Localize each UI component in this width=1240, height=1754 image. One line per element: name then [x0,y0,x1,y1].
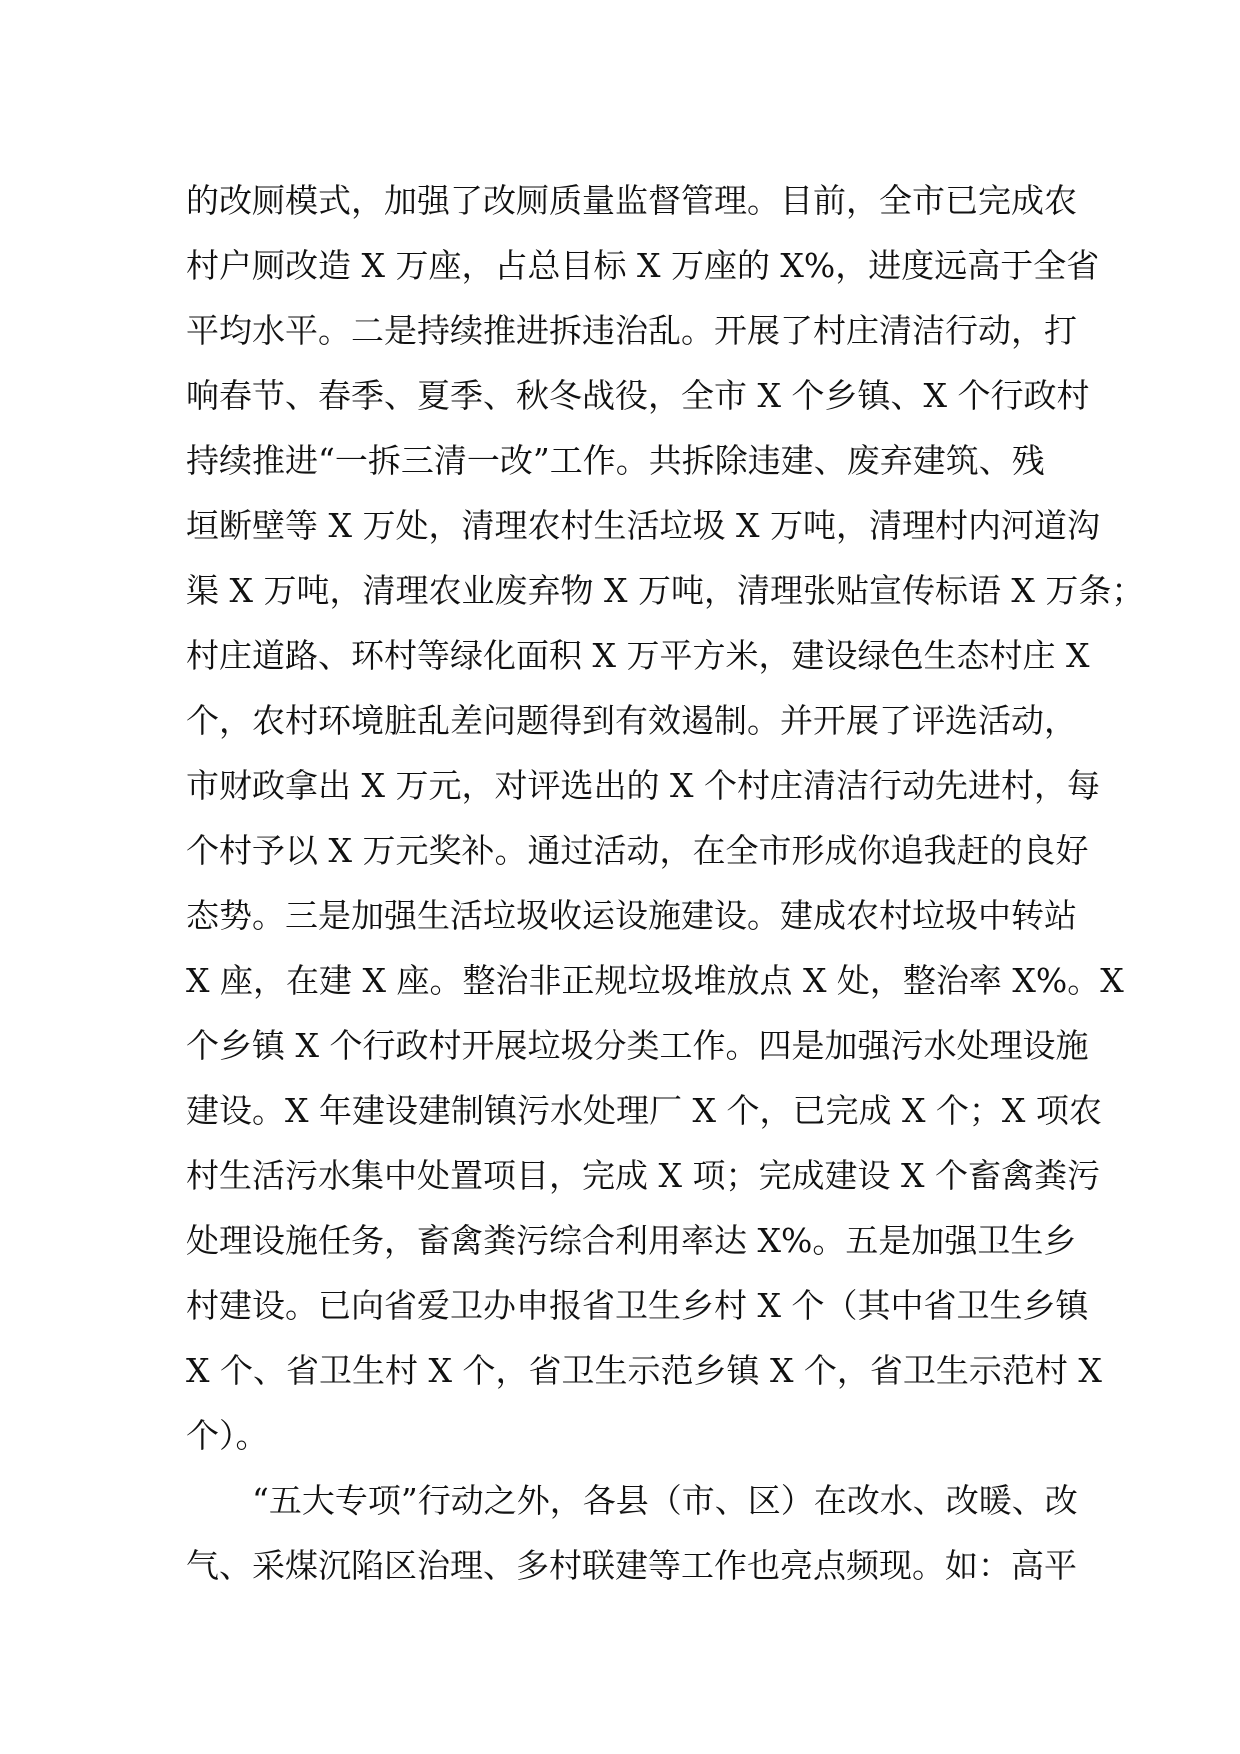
text-line: 个，农村环境脏乱差问题得到有效遏制。并开展了评选活动， [186,701,1077,740]
text-line: X 个、省卫生村 X 个，省卫生示范乡镇 X 个，省卫生示范村 X [186,1351,1102,1390]
text-line: 村建设。已向省爱卫办申报省卫生乡村 X 个（其中省卫生乡镇 [186,1286,1089,1325]
text-line: 处理设施任务，畜禽粪污综合利用率达 X%。五是加强卫生乡 [186,1221,1077,1260]
text-line: X 座，在建 X 座。整治非正规垃圾堆放点 X 处，整治率 X%。X [186,961,1124,1000]
text-line: 平均水平。二是持续推进拆违治乱。开展了村庄清洁行动，打 [186,311,1077,350]
text-line: 村生活污水集中处置项目，完成 X 项；完成建设 X 个畜禽粪污 [186,1156,1100,1195]
text-line: 渠 X 万吨，清理农业废弃物 X 万吨，清理张贴宣传标语 X 万条； [186,571,1145,610]
paragraph-1 [186,168,1145,1468]
text-line: 垣断壁等 X 万处，清理农村生活垃圾 X 万吨，清理村内河道沟 [186,506,1100,545]
paragraph-2 [186,1468,1078,1598]
text-line: 气、采煤沉陷区治理、多村联建等工作也亮点频现。如：高平 [186,1546,1077,1585]
text-line: “五大专项”行动之外，各县（市、区）在改水、改暖、改 [252,1481,1078,1520]
text-line: 市财政拿出 X 万元，对评选出的 X 个村庄清洁行动先进村，每 [186,766,1100,805]
text-line: 响春节、春季、夏季、秋冬战役，全市 X 个乡镇、X 个行政村 [186,376,1090,415]
text-line: 村户厕改造 X 万座，占总目标 X 万座的 X%，进度远高于全省 [186,246,1100,285]
text-line: 村庄道路、环村等绿化面积 X 万平方米，建设绿色生态村庄 X [186,636,1090,675]
text-line: 个村予以 X 万元奖补。通过活动，在全市形成你追我赶的良好 [186,831,1089,870]
text-line: 个乡镇 X 个行政村开展垃圾分类工作。四是加强污水处理设施 [186,1026,1089,1065]
text-line: 持续推进“一拆三清一改”工作。共拆除违建、废弃建筑、残 [186,441,1045,480]
text-line: 态势。三是加强生活垃圾收运设施建设。建成农村垃圾中转站 [186,896,1077,935]
text-line: 的改厕模式，加强了改厕质量监督管理。目前，全市已完成农 [186,181,1077,220]
text-line: 个）。 [186,1416,269,1455]
text-line: 建设。X 年建设建制镇污水处理厂 X 个，已完成 X 个；X 项农 [186,1091,1102,1130]
body-text [186,168,1145,1598]
